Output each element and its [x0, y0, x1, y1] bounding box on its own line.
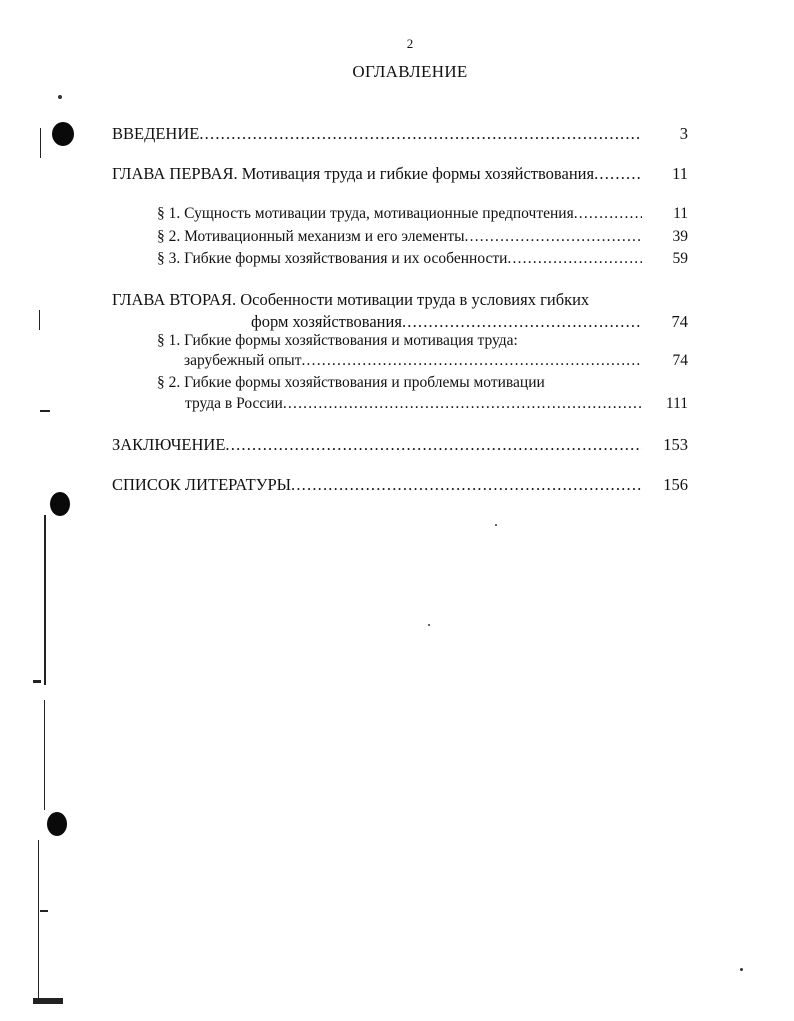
margin-line: [44, 515, 46, 685]
punch-hole-bottom: [47, 812, 67, 836]
margin-line: [39, 310, 40, 330]
edge-mark: [33, 998, 63, 1004]
margin-mark: [33, 680, 41, 683]
toc-entry-title: ГЛАВА ПЕРВАЯ. Мотивация труда и гибкие формы хозяйствования: [112, 164, 595, 183]
margin-line: [38, 840, 39, 1000]
toc-entry-bibliography[interactable]: [112, 475, 642, 495]
toc-entry-section[interactable]: [157, 228, 642, 248]
toc-page-ref: 111: [665, 395, 688, 412]
margin-mark: [40, 410, 50, 412]
speck: [495, 524, 497, 526]
page-number: 2: [406, 36, 414, 51]
toc-entry-title: § 2. Мотивационный механизм и его элементы: [157, 228, 465, 245]
speck: [58, 95, 62, 99]
toc-entry-section-cont[interactable]: [184, 352, 642, 372]
toc-entry-conclusion[interactable]: [112, 435, 642, 455]
toc-entry-title: зарубежный опыт: [184, 352, 302, 369]
leader-dots: [507, 250, 642, 268]
toc-page-ref: 11: [672, 164, 688, 183]
leader-dots: [594, 164, 642, 184]
speck: [428, 624, 430, 626]
toc-page-ref: 74: [672, 352, 688, 369]
punch-hole-middle: [50, 492, 70, 516]
toc-entry-title: форм хозяйствования: [251, 312, 402, 331]
leader-dots: [574, 205, 642, 223]
toc-entry-intro[interactable]: [112, 124, 642, 144]
speck: [740, 968, 743, 971]
toc-entry-section-cont[interactable]: [185, 395, 642, 415]
toc-entry-title: труда в России: [185, 395, 283, 412]
leader-dots: [301, 352, 642, 370]
toc-entry-chapter-2-cont[interactable]: [251, 312, 642, 332]
toc-entry-chapter-2[interactable]: ГЛАВА ВТОРАЯ. Особенности мотивации труда в условиях гибких: [112, 290, 590, 309]
toc-page-ref: 156: [663, 475, 688, 494]
page-title: ОГЛАВЛЕНИЕ: [352, 62, 468, 81]
toc-entry-title: § 1. Сущность мотивации труда, мотивационные предпочтения: [157, 205, 574, 222]
leader-dots: [283, 395, 642, 413]
toc-page-ref: 39: [672, 228, 688, 245]
toc-page-ref: 153: [663, 435, 688, 454]
punch-hole-top: [52, 122, 74, 146]
toc-page-ref: 11: [673, 205, 688, 222]
toc-entry-title: ЗАКЛЮЧЕНИЕ: [112, 435, 226, 454]
leader-dots: [465, 228, 642, 246]
toc-entry-title: СПИСОК ЛИТЕРАТУРЫ: [112, 475, 292, 494]
toc-entry-section[interactable]: [157, 250, 642, 270]
toc-entry-section[interactable]: § 1. Гибкие формы хозяйствования и мотивация труда:: [157, 332, 518, 349]
leader-dots: [402, 312, 642, 332]
toc-entry-title: § 3. Гибкие формы хозяйствования и их особенности: [157, 250, 508, 267]
leader-dots: [199, 124, 642, 144]
margin-mark: [40, 910, 48, 912]
leader-dots: [225, 435, 642, 455]
toc-page-ref: 74: [671, 312, 688, 331]
toc-entry-title: ВВЕДЕНИЕ: [112, 124, 200, 143]
toc-entry-section[interactable]: [157, 205, 642, 225]
leader-dots: [291, 475, 642, 495]
toc-page-ref: 3: [679, 124, 688, 143]
margin-line: [40, 128, 41, 158]
toc-entry-chapter-1[interactable]: [112, 164, 642, 184]
margin-line: [44, 700, 45, 810]
toc-page-ref: 59: [672, 250, 688, 267]
toc-entry-section[interactable]: § 2. Гибкие формы хозяйствования и проблемы мотивации: [157, 374, 545, 391]
